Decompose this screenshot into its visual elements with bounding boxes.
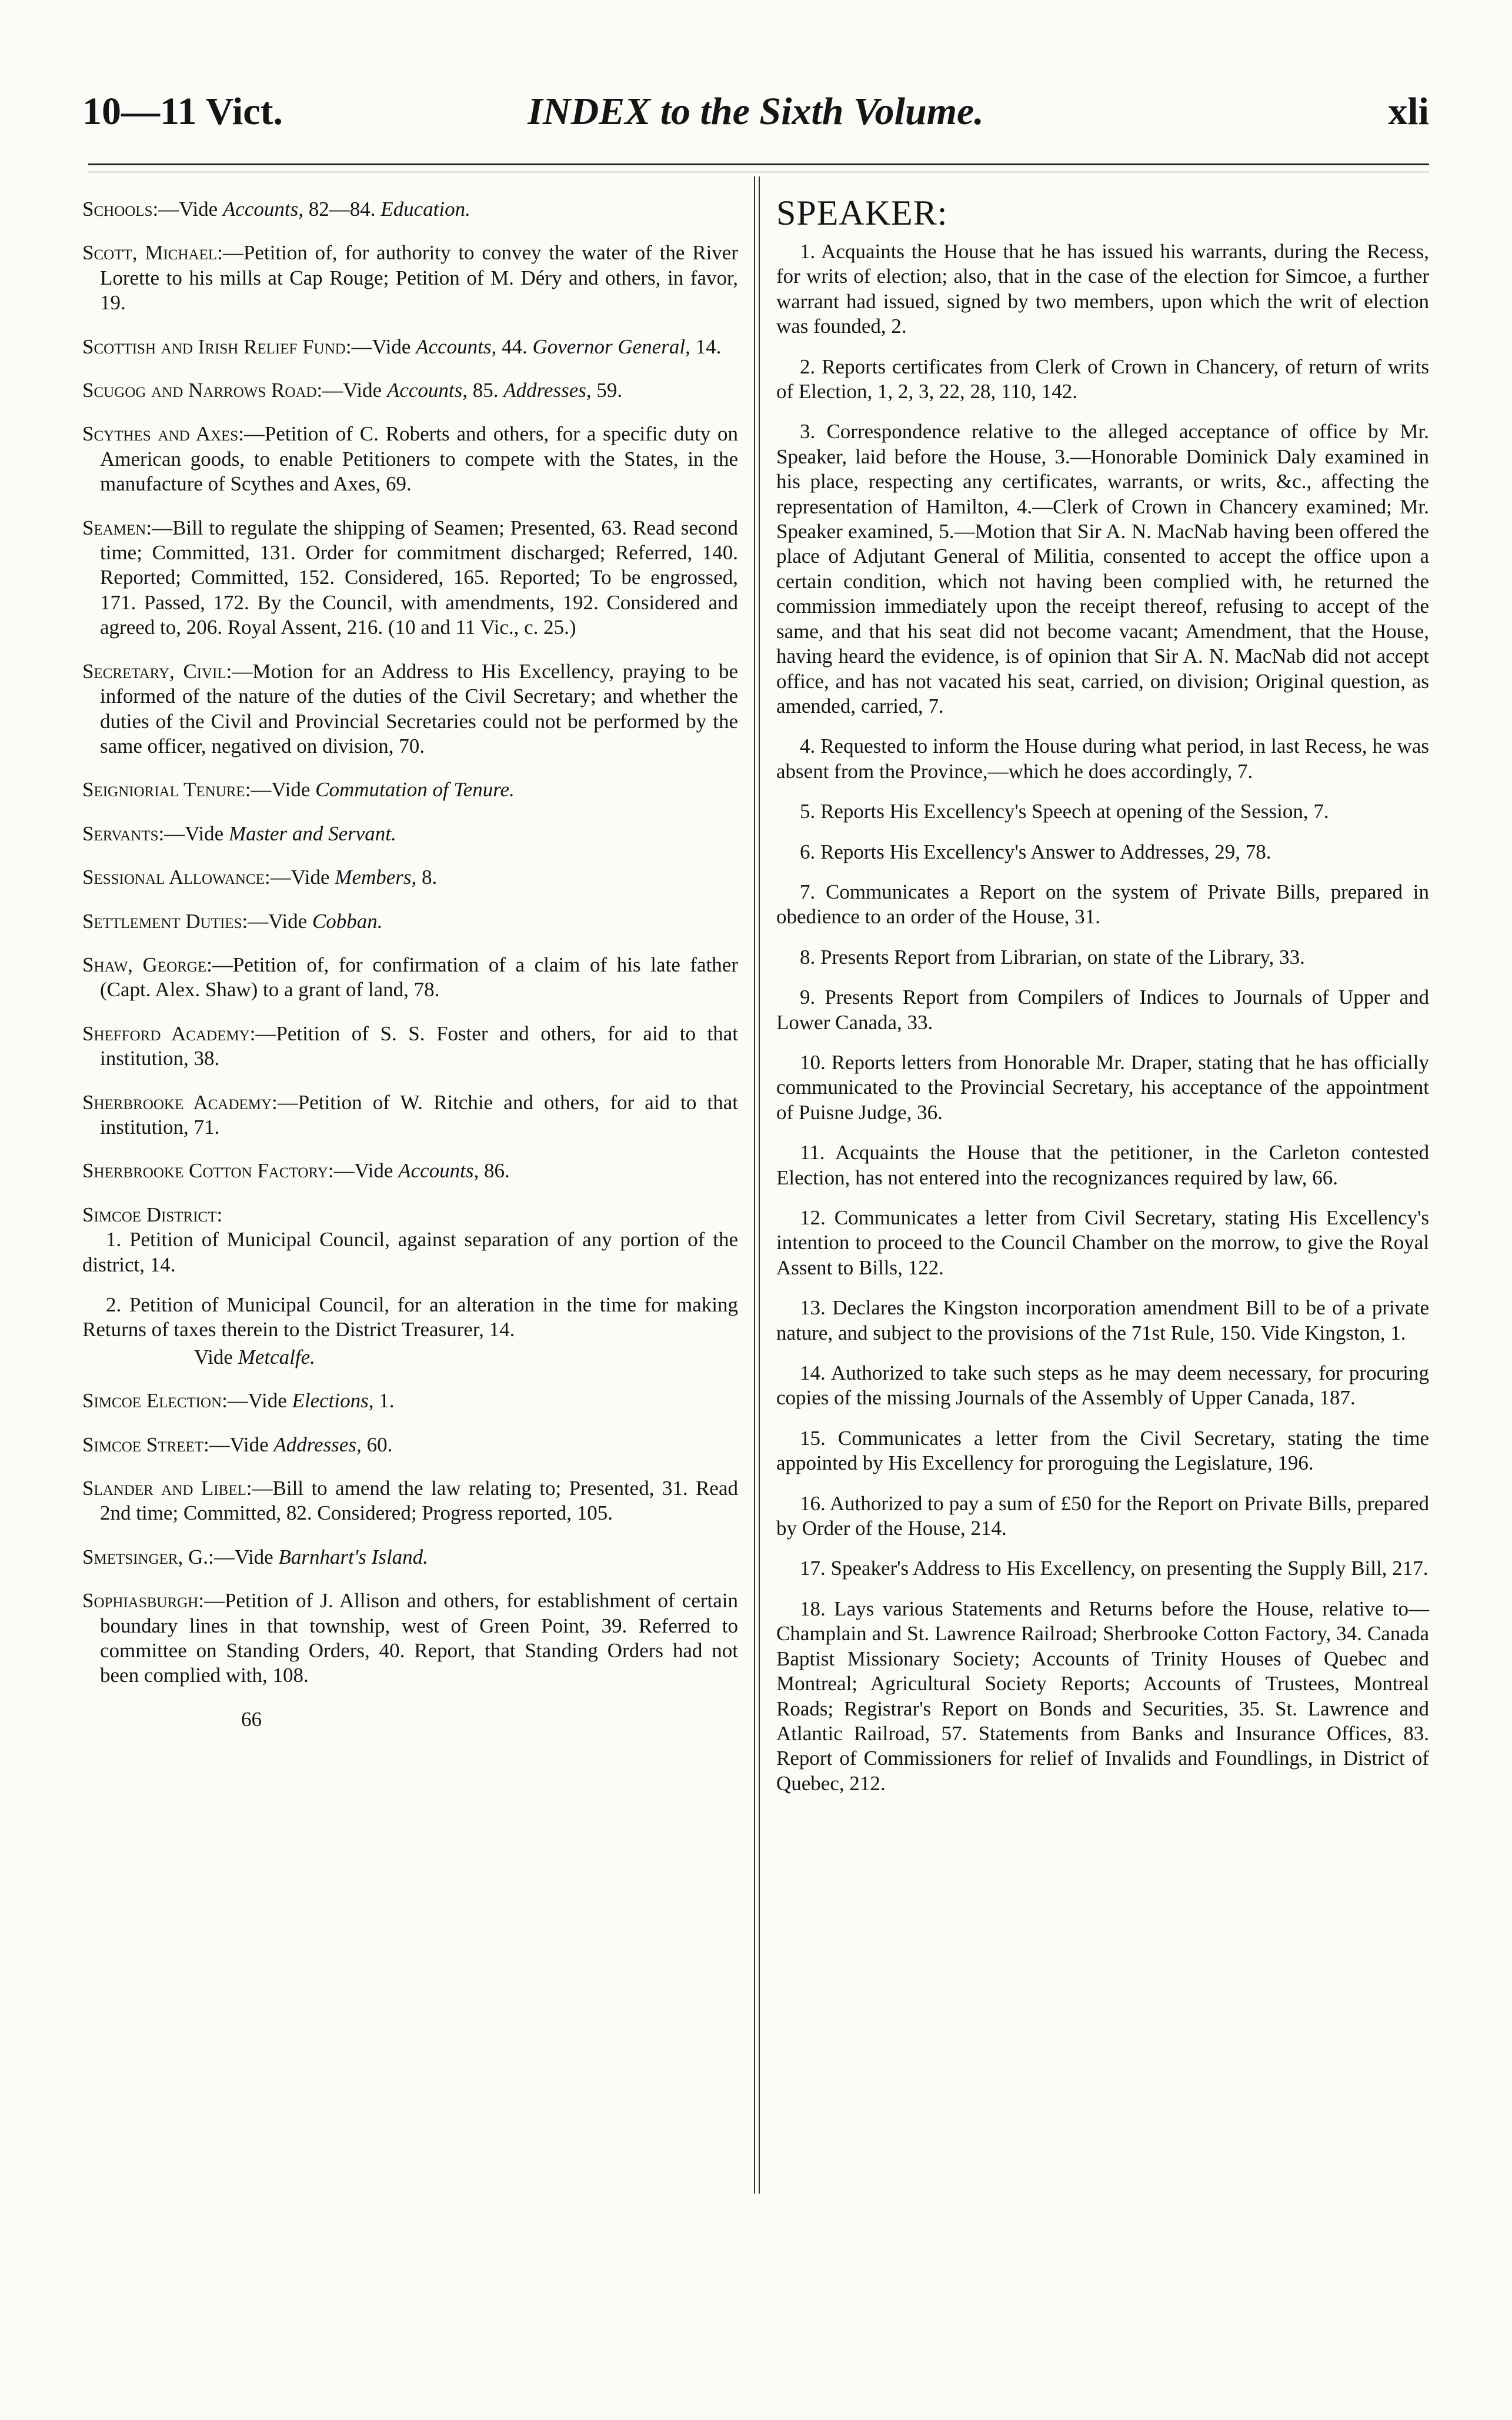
index-entry	[82, 909, 738, 934]
entry-text: 59.	[591, 379, 623, 402]
speaker-list-item: 6. Reports His Excellency's Answer to Addresses, 29, 78.	[800, 840, 1271, 863]
entry-text: :—Petition of S. S. Foster and others, for aid to that institution, 38.	[100, 1022, 738, 1070]
index-entry	[82, 241, 738, 315]
page-header	[82, 88, 1429, 135]
list-item: 2. Petition of Municipal Council, for an alteration in the time for making Returns of taxes therein to the District Treasurer, 14.	[82, 1293, 738, 1341]
page-number: xli	[1388, 90, 1429, 133]
entry-text: 60.	[361, 1433, 393, 1456]
entry-heading: Sherbrooke Academy	[82, 1090, 272, 1114]
index-entry	[82, 378, 738, 403]
speaker-list-item: 5. Reports His Excellency's Speech at opening of the Session, 7.	[800, 800, 1329, 823]
entry-text: :—Vide	[158, 822, 229, 845]
column-divider-second	[759, 176, 760, 2194]
entry-text: :—Vide	[208, 1545, 279, 1568]
entry-reference: Elections,	[292, 1389, 374, 1413]
index-entry	[82, 1476, 738, 1526]
column-divider	[754, 176, 755, 2194]
entry-text: :—Vide	[264, 866, 335, 889]
entry-text: :—Vide	[203, 1433, 274, 1456]
index-entry	[82, 1588, 738, 1688]
index-entry	[82, 1433, 738, 1457]
entry-reference: Master and Servant.	[228, 822, 396, 845]
entry-heading: Shaw, George	[82, 953, 207, 976]
entry-reference: Accounts,	[398, 1159, 479, 1183]
entry-reference: Education.	[380, 198, 470, 221]
entry-heading: Slander and Libel	[82, 1477, 246, 1500]
entry-heading: Scugog and Narrows Road	[82, 379, 317, 402]
entry-reference: Accounts,	[416, 335, 497, 358]
entry-text: :—Petition of, for authority to convey the water of the River Lorette to his mills at Cap Rouge; Petition of M. Déry and others, in favor, 19.	[100, 241, 738, 315]
speaker-list-item: 8. Presents Report from Librarian, on state of the Library, 33.	[800, 945, 1305, 969]
entry-heading: Scottish and Irish Relief Fund	[82, 335, 346, 358]
entry-reference: Accounts,	[222, 198, 303, 221]
entry-reference: Governor General,	[532, 335, 690, 358]
entry-text: 86.	[479, 1159, 510, 1183]
entry-reference: Cobban.	[312, 909, 383, 933]
cross-reference: Vide Metcalfe.	[194, 1345, 315, 1368]
speaker-list-item: 18. Lays various Statements and Returns before the House, relative to—Champlain and St. Lawrence Railroad; Sherbrooke Cotton Factory, 34. Canada Baptist Missionary Society; Accounts of Trinity Houses of Quebec and Montreal; Agricultural Society Reports; Accounts of Trustees, Montreal Roads; Registrar's Report on Bonds and Securities, 35. St. Lawrence and Atlantic Railroad, 57. Statements from Banks and Insurance Offices, 83. Report of Commissioners for relief of Invalids and Foundlings, in District of Quebec, 212.	[776, 1597, 1429, 1795]
entry-text: :—Vide	[222, 1389, 292, 1413]
left-column	[82, 197, 738, 1732]
page-reference: 66	[241, 1707, 262, 1731]
speaker-list-item: 11. Acquaints the House that the petitioner, in the Carleton contested Election, has not entered into the recognizances required by law, 66.	[776, 1141, 1429, 1189]
entry-text: :—Petition of W. Ritchie and others, for aid to that institution, 71.	[100, 1090, 738, 1139]
entry-heading: Seigniorial Tenure	[82, 778, 245, 802]
entry-text: :—Motion for an Address to His Excellency, praying to be informed of the nature of the duties of the Civil Secretary; and whether the duties of the Civil and Provincial Secretaries could not be performed by the same officer, negatived on division, 70.	[100, 659, 738, 757]
entry-text: :—Vide	[316, 379, 387, 402]
speaker-list-item: 10. Reports letters from Honorable Mr. Draper, stating that he has officially communicated to the Provincial Secretary, his acceptance of the appointment of Puisne Judge, 36.	[776, 1050, 1429, 1124]
speaker-list-item: 14. Authorized to take such steps as he may deem necessary, for procuring copies of the missing Journals of the Assembly of Upper Canada, 187.	[776, 1361, 1429, 1410]
entry-heading: Sherbrooke Cotton Factory	[82, 1159, 328, 1183]
index-entry	[82, 516, 738, 640]
index-entry-simcoe-district: Simcoe District: 1. Petition of Municipal Council, against separation of any portion of the district, 14. 2. Petition of Municipal Council, for an alteration in the time for making Returns of taxes therein to the District Treasurer, 14. Vide Metcalfe.	[82, 1203, 738, 1370]
speaker-list-item: 1. Acquaints the House that he has issued his warrants, during the Recess, for writs of election; also, that in the case of the election for Simcoe, a further warrant had issued, signed by two members, upon which the writ of election was founded, 2.	[776, 240, 1429, 338]
list-item: 1. Petition of Municipal Council, against separation of any portion of the district, 14.	[82, 1228, 738, 1276]
entry-reference: Addresses,	[273, 1433, 362, 1456]
entry-text: :—Vide	[152, 198, 223, 221]
entry-heading: Scythes and Axes	[82, 422, 239, 446]
entry-text: 1.	[373, 1389, 395, 1413]
speaker-list-item: 4. Requested to inform the House during what period, in last Recess, he was absent from the Province,—which he does accordingly, 7.	[776, 735, 1429, 783]
entry-reference: Addresses,	[503, 379, 592, 402]
index-entry	[82, 197, 738, 222]
entry-heading: Secretary, Civil	[82, 659, 226, 683]
index-entry	[82, 865, 738, 890]
right-column	[776, 193, 1429, 1811]
entry-heading: Sessional Allowance	[82, 866, 265, 889]
index-entry	[82, 953, 738, 1003]
entry-heading: Seamen	[82, 516, 146, 539]
entry-text: :—Bill to regulate the shipping of Seamen; Presented, 63. Read second time; Committed, 131. Order for commitment discharged; Referred, 140. Reported; Committed, 152. Considered, 165. Reported; To be engrossed, 171. Passed, 172. By the Council, with amendments, 192. Considered and agreed to, 206. Royal Assent, 216. (10 and 11 Vic., c. 25.)	[100, 516, 738, 639]
entry-text: :—Bill to amend the law relating to; Presented, 31. Read 2nd time; Committed, 82. Considered; Progress reported, 105.	[100, 1477, 738, 1525]
entry-text: :—Vide	[328, 1159, 399, 1183]
entry-text: 14.	[690, 335, 722, 358]
volume-regnal-year: 10—11 Vict.	[82, 90, 283, 133]
speaker-list-item: 15. Communicates a letter from the Civil Secretary, stating the time appointed by His Excellency for proroguing the Legislature, 196.	[776, 1426, 1429, 1475]
entry-heading: Settlement Duties	[82, 909, 242, 933]
entry-heading: Simcoe Street	[82, 1433, 203, 1456]
entry-text: :—Vide	[242, 909, 312, 933]
entry-heading: Schools	[82, 198, 153, 221]
page-title: INDEX to the Sixth Volume.	[528, 90, 984, 133]
index-entry	[82, 1545, 738, 1570]
entry-heading: Sophiasburgh	[82, 1589, 199, 1613]
entry-text: :—Petition of J. Allison and others, for establishment of certain boundary lines in that township, west of Green Point, 39. Referred to committee on Standing Orders, 40. Report, that Standing Orders had not been complied with, 108.	[100, 1589, 738, 1687]
entry-text: :—Vide	[245, 778, 316, 802]
index-entry	[82, 659, 738, 759]
header-rule	[88, 163, 1429, 165]
entry-text: :—Petition of, for confirmation of a claim of his late father (Capt. Alex. Shaw) to a grant of land, 78.	[100, 953, 738, 1002]
speaker-list-item: 17. Speaker's Address to His Excellency, on presenting the Supply Bill, 217.	[800, 1557, 1428, 1580]
index-entry	[82, 1022, 738, 1072]
section-heading-speaker: SPEAKER:	[776, 193, 948, 232]
index-entry	[82, 335, 738, 359]
index-entry	[82, 422, 738, 496]
speaker-list-item: 9. Presents Report from Compilers of Indices to Journals of Upper and Lower Canada, 33.	[776, 986, 1429, 1034]
entry-heading: Simcoe Election	[82, 1389, 222, 1413]
index-entry	[82, 1159, 738, 1183]
entry-reference: Members,	[335, 866, 417, 889]
index-entry	[82, 1388, 738, 1413]
speaker-list-item: 13. Declares the Kingston incorporation amendment Bill to be of a private nature, and subject to the provisions of the 71st Rule, 150. Vide Kingston, 1.	[776, 1296, 1429, 1344]
entry-reference: Accounts,	[386, 379, 468, 402]
entry-text: 82—84.	[303, 198, 381, 221]
speaker-list-item: 16. Authorized to pay a sum of £50 for the Report on Private Bills, prepared by Order of the House, 214.	[776, 1491, 1429, 1540]
speaker-list-item: 12. Communicates a letter from Civil Secretary, stating His Excellency's intention to proceed to the Council Chamber on the morrow, to give the Royal Assent to Bills, 122.	[776, 1206, 1429, 1279]
entry-heading: Servants	[82, 822, 159, 845]
entry-heading: Smetsinger, G.	[82, 1545, 209, 1568]
entry-text: :—Petition of C. Roberts and others, for a specific duty on American goods, to enable Petitioners to compete with the States, in the manufacture of Scythes and Axes, 69.	[100, 422, 738, 496]
speaker-list-item: 2. Reports certificates from Clerk of Crown in Chancery, of return of writs of Election, 1, 2, 3, 22, 28, 110, 142.	[776, 355, 1429, 403]
entry-reference: Commutation of Tenure.	[315, 778, 515, 802]
index-entry	[82, 1090, 738, 1140]
speaker-list-item: 7. Communicates a Report on the system of Private Bills, prepared in obedience to an order of the House, 31.	[776, 880, 1429, 929]
entry-text: 8.	[416, 866, 438, 889]
entry-text: 85.	[467, 379, 504, 402]
speaker-list-item: 3. Correspondence relative to the alleged acceptance of office by Mr. Speaker, laid before the House, 3.—Honorable Dominick Daly examined in his place, respecting any certificates, warrants, or writs, &c., affecting the representation of Hamilton, 4.—Clerk of Crown in Chancery examined; Mr. Speaker examined, 5.—Motion that Sir A. N. MacNab having been offered the place of Adjutant General of Militia, consented to accept the office upon a certain condition, which not having been complied with, he returned the commission immediately upon the receipt thereof, refusing to accept of the same, and that his seat did not become vacant; Amendment, that the House, having heard the evidence, is of opinion that Sir A. N. MacNab did not accept office, and has not vacated his seat, carried, on division; Original question, as amended, carried, 7.	[776, 420, 1429, 717]
index-entry	[82, 777, 738, 802]
entry-heading: Simcoe District	[82, 1203, 217, 1226]
entry-heading: Shefford Academy	[82, 1022, 250, 1045]
entry-reference: Barnhart's Island.	[278, 1545, 428, 1568]
index-entry	[82, 822, 738, 846]
entry-text: :—Vide	[345, 335, 416, 358]
entry-heading: Scott, Michael	[82, 241, 218, 265]
entry-text: 44.	[496, 335, 533, 358]
